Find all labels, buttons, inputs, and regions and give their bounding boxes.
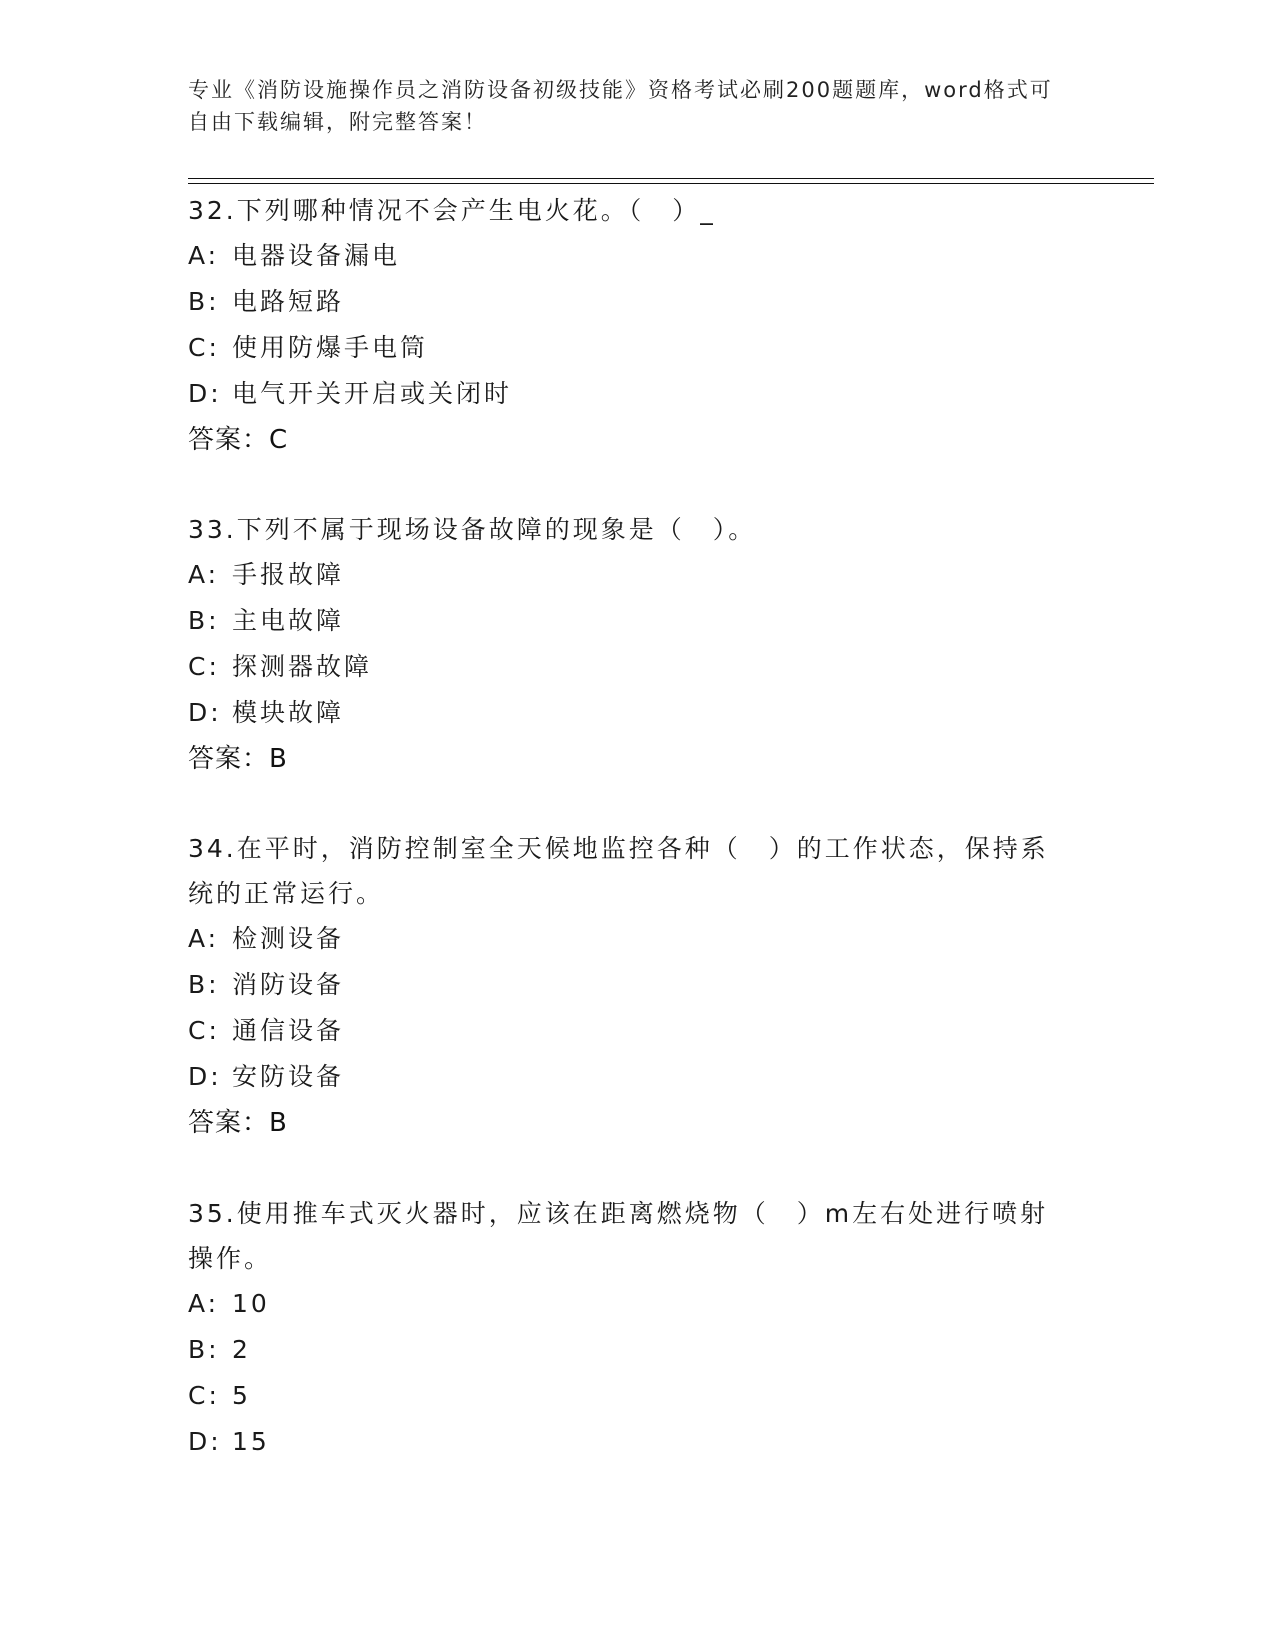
question-stem: 32.下列哪种情况不会产生电火花。（ ）_ (188, 196, 716, 225)
option-text: 5 (232, 1381, 251, 1410)
option-key: D: (188, 1427, 222, 1456)
option-a (188, 1281, 1068, 1327)
option-b (188, 1327, 1068, 1373)
option-c (188, 644, 1068, 690)
option-key: B: (188, 287, 220, 316)
option-d (188, 371, 1068, 417)
option-key: B: (188, 1335, 220, 1364)
option-text: 安防设备 (232, 1062, 345, 1091)
option-a (188, 916, 1068, 962)
question-block (188, 826, 1068, 1146)
option-text: 15 (232, 1427, 270, 1456)
option-b (188, 962, 1068, 1008)
option-a (188, 552, 1068, 598)
option-key: B: (188, 970, 220, 999)
option-key: A: (188, 1289, 220, 1318)
option-text: 电器设备漏电 (232, 241, 401, 270)
option-b (188, 279, 1068, 325)
option-key: B: (188, 606, 220, 635)
option-d (188, 1054, 1068, 1100)
option-text: 模块故障 (232, 698, 345, 727)
option-text: 消防设备 (232, 970, 345, 999)
header-divider-top (188, 178, 1154, 179)
option-c (188, 1008, 1068, 1054)
option-key: A: (188, 924, 220, 953)
question-stem: 33.下列不属于现场设备故障的现象是（ ）。 (188, 515, 757, 544)
option-text: 电气开关开启或关闭时 (232, 379, 513, 408)
option-key: C: (188, 1381, 220, 1410)
option-key: D: (188, 379, 222, 408)
question-block (188, 507, 1068, 782)
question-stem: 34.在平时，消防控制室全天候地监控各种（ ）的工作状态，保持系统的正常运行。 (188, 834, 1049, 908)
option-text: 通信设备 (232, 1016, 345, 1045)
option-key: C: (188, 1016, 220, 1045)
option-b (188, 598, 1068, 644)
option-text: 主电故障 (232, 606, 345, 635)
option-c (188, 325, 1068, 371)
question-stem: 35.使用推车式灭火器时，应该在距离燃烧物（ ）m左右处进行喷射操作。 (188, 1199, 1049, 1273)
question-block (188, 188, 1068, 463)
option-text: 10 (232, 1289, 270, 1318)
option-d (188, 1419, 1068, 1465)
header-divider-bottom (188, 183, 1154, 184)
option-key: D: (188, 698, 222, 727)
option-text: 电路短路 (232, 287, 345, 316)
option-key: C: (188, 333, 220, 362)
answer-line: 答案：B (188, 1108, 288, 1138)
option-key: D: (188, 1062, 222, 1091)
answer-line: 答案：C (188, 425, 289, 455)
question-block (188, 1191, 1068, 1465)
option-text: 使用防爆手电筒 (232, 333, 429, 362)
option-c (188, 1373, 1068, 1419)
option-text: 探测器故障 (232, 652, 373, 681)
option-key: C: (188, 652, 220, 681)
option-d (188, 690, 1068, 736)
option-key: A: (188, 560, 220, 589)
option-a (188, 233, 1068, 279)
option-text: 手报故障 (232, 560, 345, 589)
option-text: 检测设备 (232, 924, 345, 953)
answer-line: 答案：B (188, 744, 288, 774)
option-text: 2 (232, 1335, 251, 1364)
document-header: 专业《消防设施操作员之消防设备初级技能》资格考试必刷200题题库，word格式可自由下载编辑，附完整答案！ (188, 78, 1053, 134)
option-key: A: (188, 241, 220, 270)
